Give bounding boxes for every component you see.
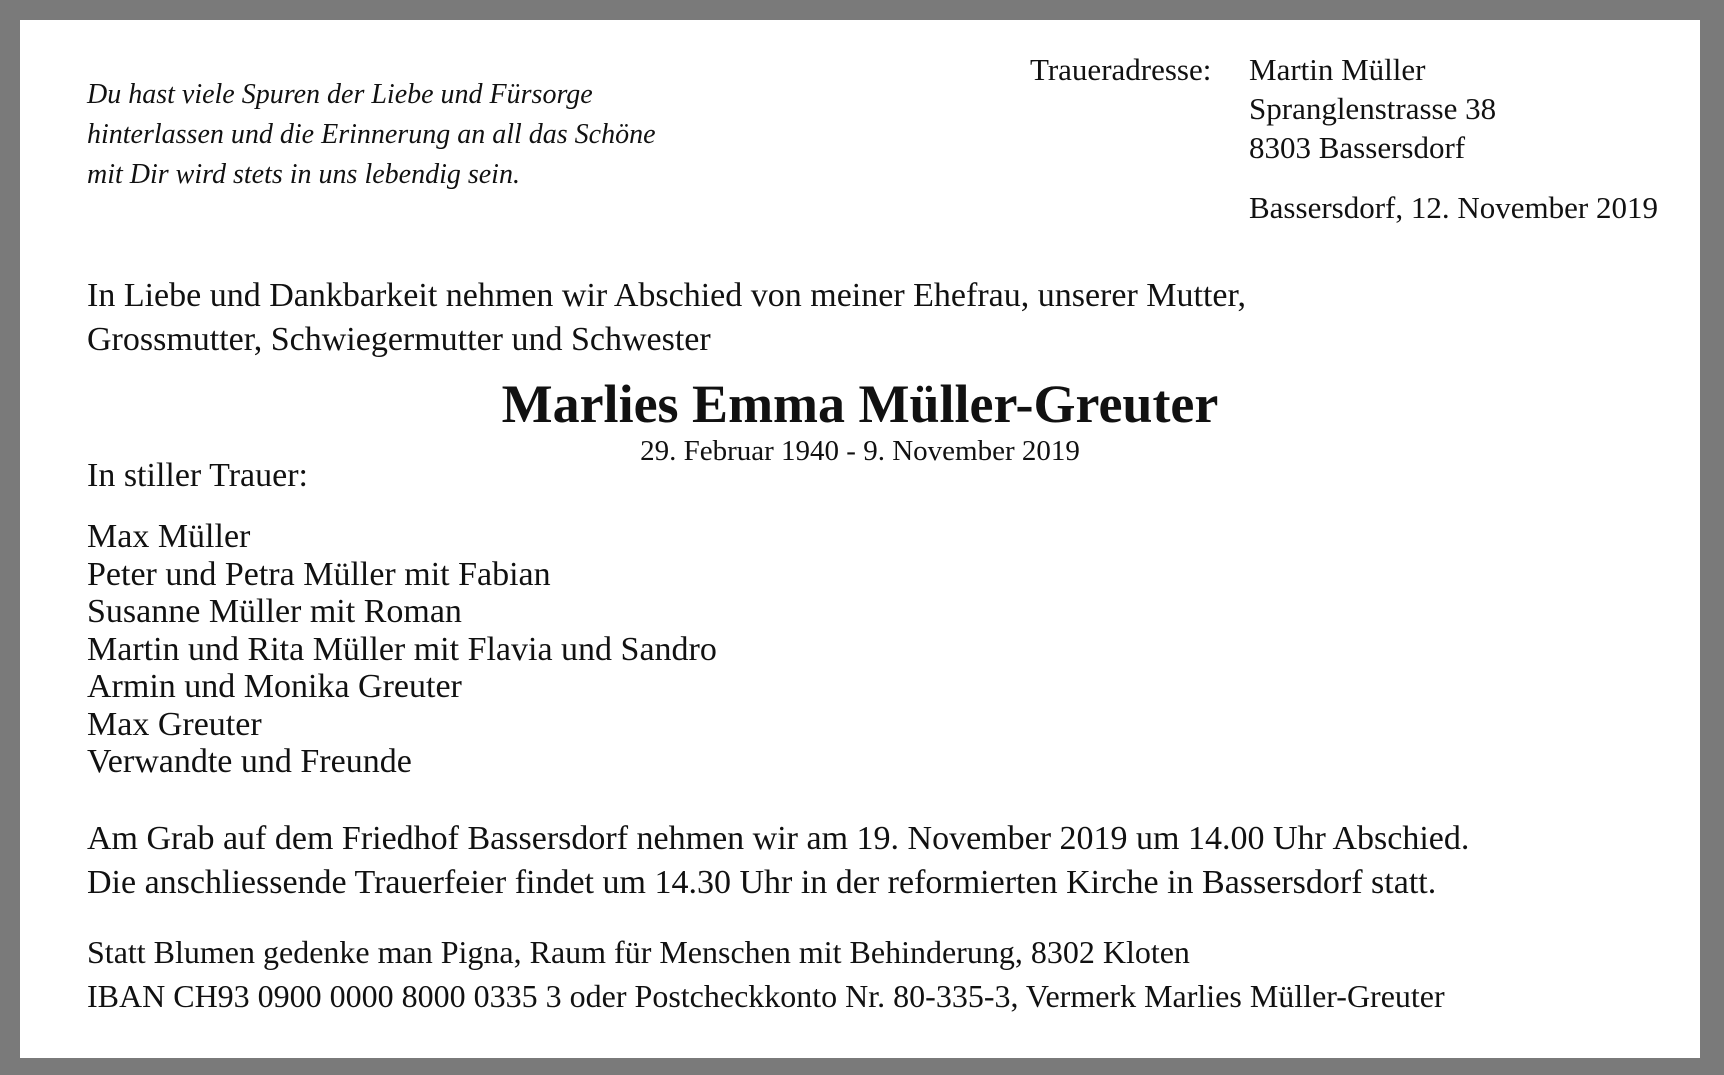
donation-line: IBAN CH93 0900 0000 8000 0335 3 oder Postcheckkonto Nr. 80-335-3, Vermerk Marlies Müller-Greuter <box>87 978 1445 1014</box>
intro-text <box>87 274 1246 362</box>
obituary-card <box>20 20 1700 1058</box>
poem-line: Du hast viele Spuren der Liebe und Fürsorge <box>87 79 593 110</box>
address-line: Martin Müller <box>1249 52 1426 87</box>
mourner-entry: Armin und Monika Greuter <box>87 668 462 705</box>
address-line: 8303 Bassersdorf <box>1249 130 1466 165</box>
mourning-address <box>1249 50 1496 167</box>
address-label: Traueradresse: <box>1030 52 1212 87</box>
mourning-title: In stiller Trauer: <box>87 457 308 494</box>
poem-line: hinterlassen und die Erinnerung an all das Schöne <box>87 119 656 150</box>
ceremony-line: Am Grab auf dem Friedhof Bassersdorf nehmen wir am 19. November 2019 um 14.00 Uhr Abschied. <box>87 820 1470 857</box>
mourner-entry: Susanne Müller mit Roman <box>87 593 462 630</box>
memorial-poem <box>87 75 656 195</box>
ceremony-line: Die anschliessende Trauerfeier findet um 14.30 Uhr in der reformierten Kirche in Bassersdorf statt. <box>87 864 1437 901</box>
poem-line: mit Dir wird stets in uns lebendig sein. <box>87 159 520 190</box>
address-line: Spranglenstrasse 38 <box>1249 91 1497 126</box>
mourner-entry: Max Müller <box>87 518 251 555</box>
place-date: Bassersdorf, 12. November 2019 <box>1249 190 1658 225</box>
mourner-entry: Peter und Petra Müller mit Fabian <box>87 555 551 593</box>
life-dates: 29. Februar 1940 - 9. November 2019 <box>640 435 1080 467</box>
mourner-entry: Martin und Rita Müller mit Flavia und Sandro <box>87 630 717 668</box>
mourner-entry: Verwandte und Freunde <box>87 743 412 780</box>
intro-line: In Liebe und Dankbarkeit nehmen wir Abschied von meiner Ehefrau, unserer Mutter, <box>87 277 1246 314</box>
mourner-entry: Max Greuter <box>87 705 262 743</box>
donation-line: Statt Blumen gedenke man Pigna, Raum für Menschen mit Behinderung, 8302 Kloten <box>87 934 1190 970</box>
intro-line: Grossmutter, Schwiegermutter und Schwester <box>87 321 711 358</box>
ceremony-info <box>87 817 1469 905</box>
donation-info <box>87 930 1445 1018</box>
deceased-name: Marlies Emma Müller-Greuter <box>501 374 1219 434</box>
mourners-list <box>87 518 717 781</box>
